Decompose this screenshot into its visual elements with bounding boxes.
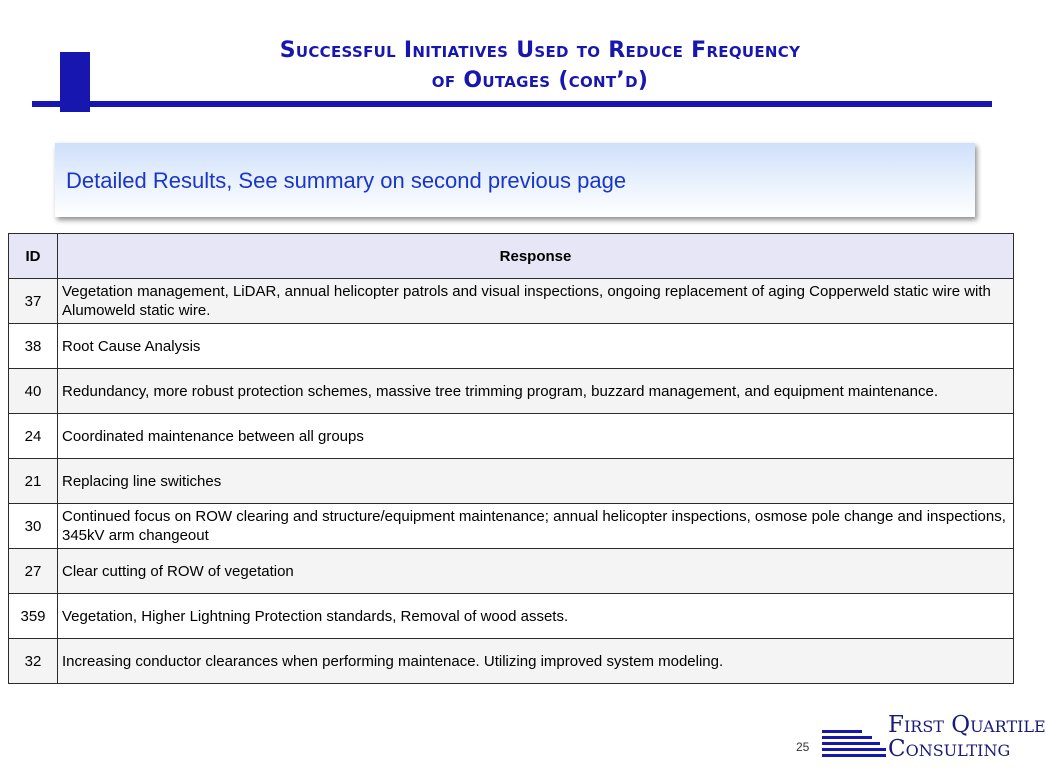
- row-id: 32: [9, 639, 58, 684]
- row-response: Replacing line switiches: [58, 459, 1014, 504]
- callout-box: [55, 143, 975, 217]
- table-row: [9, 504, 1014, 549]
- row-response: Redundancy, more robust protection schemes, massive tree trimming program, buzzard management, and equipment maintenance.: [58, 369, 1014, 414]
- table-row: [9, 324, 1014, 369]
- table-row: [9, 414, 1014, 459]
- table-row: [9, 594, 1014, 639]
- row-id: 21: [9, 459, 58, 504]
- table-row: [9, 459, 1014, 504]
- header-response: Response: [58, 234, 1014, 279]
- company-logo: [822, 712, 1046, 762]
- slide-title: [90, 36, 990, 96]
- slide-title-line-2: of Outages (cont’d): [431, 68, 649, 93]
- row-id: 24: [9, 414, 58, 459]
- row-id: 30: [9, 504, 58, 549]
- header-id: ID: [9, 234, 58, 279]
- results-table: [8, 233, 1014, 684]
- row-response: Coordinated maintenance between all groups: [58, 414, 1014, 459]
- row-response: Root Cause Analysis: [58, 324, 1014, 369]
- table-header-row: [9, 234, 1014, 279]
- logo-line-1: First Quartile: [888, 712, 1046, 738]
- row-response: Vegetation management, LiDAR, annual helicopter patrols and visual inspections, ongoing replacement of aging Copperweld static wire with Alumoweld static wire.: [58, 279, 1014, 324]
- row-id: 27: [9, 549, 58, 594]
- table-row: [9, 639, 1014, 684]
- row-id: 37: [9, 279, 58, 324]
- table-row: [9, 279, 1014, 324]
- title-underline: [32, 101, 992, 107]
- row-response: Vegetation, Higher Lightning Protection standards, Removal of wood assets.: [58, 594, 1014, 639]
- logo-line-2: Consulting: [888, 736, 1011, 762]
- row-response: Clear cutting of ROW of vegetation: [58, 549, 1014, 594]
- table-row: [9, 369, 1014, 414]
- row-id: 40: [9, 369, 58, 414]
- row-response: Continued focus on ROW clearing and structure/equipment maintenance; annual helicopter inspections, osmose pole change and inspections, 345kV arm changeout: [58, 504, 1014, 549]
- row-response: Increasing conductor clearances when performing maintenace. Utilizing improved system modeling.: [58, 639, 1014, 684]
- slide-title-line-1: Successful Initiatives Used to Reduce Frequency: [279, 38, 801, 63]
- table-row: [9, 549, 1014, 594]
- callout-text: Detailed Results, See summary on second previous page: [66, 168, 627, 193]
- row-id: 38: [9, 324, 58, 369]
- page-number: 25: [796, 740, 810, 754]
- row-id: 359: [9, 594, 58, 639]
